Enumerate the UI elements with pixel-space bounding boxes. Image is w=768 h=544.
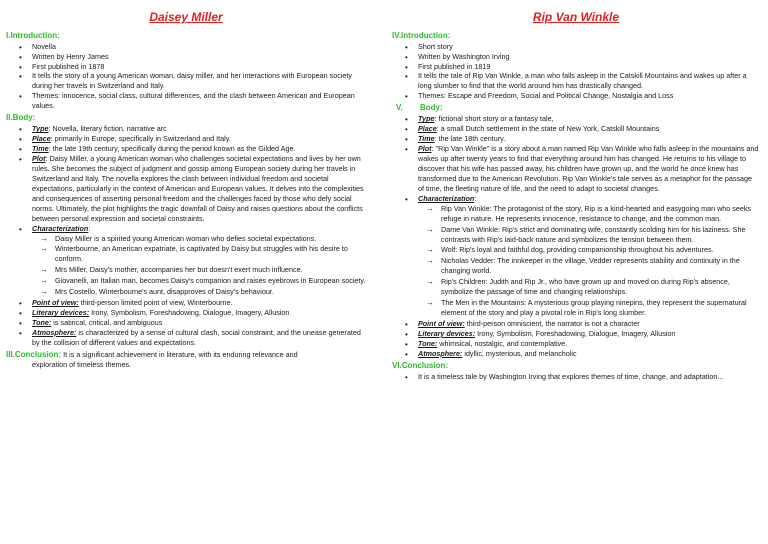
- item-text: : the late 18th century.: [434, 134, 506, 144]
- item-label: Place: [418, 124, 437, 134]
- left-intro-heading: I.Introduction:: [6, 30, 60, 40]
- item-label: Atmosphere:: [32, 327, 77, 337]
- item-text: : Daisy Miller, a young American woman who challenges societal expectations and lives by her own rules. She becomes the subject of judgment and gossip among European society during her travels in Switzerland and Italy. The novella explores the clash between individual freedom and societal expectations, particularly in the context of American and European values. It delves into the complexities and consequences of asserting personal freedom and the challenges faced by those who defy social norms. Ultimately, the plot highlights the tragic downfall of Daisy and raises questions about the conflicts between personal expression and societal constraints.: [32, 154, 364, 223]
- item-text: : Novella, literary fiction, narrative arc: [48, 124, 167, 134]
- list-item: • It tells the story of a young American woman, daisy miller, and her interactions with European society during her travels in Switzerland and Italy.: [32, 71, 366, 91]
- left-body-list: [6, 124, 366, 348]
- left-characterization-list: [32, 234, 366, 298]
- list-item: → Daisy Miller is a spirited young American woman who defies societal expectations.: [55, 234, 366, 244]
- right-column: [392, 10, 760, 382]
- list-item: [32, 144, 366, 154]
- right-conclusion-list: [392, 372, 760, 382]
- list-item: • Themes: innocence, social class, cultural differences, and the clash between American and European values.: [32, 91, 366, 111]
- list-item: • Written by Henry James: [32, 52, 366, 62]
- rip-van-winkle-title: Rip Van Winkle: [532, 10, 620, 24]
- item-text: is characterized by a sense of cultural clash, social constraint, and the unease generated by the collision of different values and expectations.: [32, 327, 361, 347]
- list-item: [32, 124, 366, 134]
- left-conclusion-heading: III.Conclusion:: [6, 349, 62, 359]
- item-text: idyllic, mysterious, and melancholic: [462, 348, 577, 358]
- item-label: Point of view:: [418, 319, 465, 329]
- list-item: [32, 328, 366, 348]
- left-conclusion: [6, 349, 366, 370]
- list-item: → Giovanelli, an Italian man, becomes Daisy's companion and raises eyebrows in European society.: [55, 276, 366, 286]
- item-label: Atmosphere:: [418, 348, 463, 358]
- list-item: [418, 319, 760, 329]
- item-text: : the late 19th century, specifically during the period known as the Gilded Age.: [48, 144, 296, 154]
- list-item: [418, 124, 760, 134]
- list-item: • First published in 1878: [32, 62, 366, 72]
- item-label: Type: [32, 124, 49, 134]
- item-text: :: [88, 223, 91, 233]
- item-text: third-person limited point of view, Winterbourne.: [78, 298, 233, 308]
- list-item: [32, 154, 366, 224]
- item-label: Time: [32, 144, 49, 154]
- list-item: [418, 134, 760, 144]
- left-body-heading: II.Body:: [6, 113, 36, 123]
- list-item: → Rip's Children: Judith and Rip Jr., who have grown up and moved on during Rip's absence, symbolize the passage of time and changing relationships.: [441, 277, 760, 297]
- list-item: • It tells the tale of Rip Van Winkle, a man who falls asleep in the Catskill Mountains and wakes up after a long slumber to find that the world around him has drastically changed.: [418, 71, 760, 91]
- item-label: Characterization: [32, 223, 89, 233]
- conclusion-text-continued: exploration of timeless themes.: [32, 359, 132, 369]
- item-label: Point of view:: [32, 298, 79, 308]
- list-item: [32, 224, 366, 298]
- list-item: → Wolf: Rip's loyal and faithful dog, providing companionship throughout his adventures.: [441, 245, 760, 255]
- list-item: [418, 339, 760, 349]
- item-text: Irony, Symbolism, Foreshadowing, Dialogue, Imagery, Allusion: [89, 308, 290, 318]
- list-item: → Nicholas Vedder: The innkeeper in the village, Vedder represents stability and continuity in the changing world.: [441, 256, 760, 276]
- item-label: Plot: [418, 144, 432, 154]
- list-item: • Written by Washington Irving: [418, 52, 760, 62]
- item-label: Tone:: [418, 338, 438, 348]
- list-item: → Dame Van Winkle: Rip's strict and dominating wife, constantly scolding him for his laziness. She contrasts with Rip's laid-back nature and symbolizes the tension between them.: [441, 225, 760, 245]
- list-item: [418, 349, 760, 359]
- right-conclusion-heading: VI.Conclusion:: [392, 360, 448, 370]
- item-label: Literary devices:: [32, 308, 90, 318]
- item-text: third-person omniscient, the narrator is not a character: [464, 319, 640, 329]
- item-text: is satirical, critical, and ambiguous: [51, 318, 163, 328]
- list-item: [418, 144, 760, 194]
- conclusion-text: It is a significant achievement in literature, with its enduring relevance and: [61, 349, 298, 359]
- item-label: Literary devices:: [418, 328, 476, 338]
- list-item: [418, 114, 760, 124]
- item-label: Tone:: [32, 318, 52, 328]
- left-column: [6, 10, 366, 370]
- list-item: [32, 308, 366, 318]
- daisy-miller-title: Daisey Miller: [149, 10, 223, 24]
- right-intro-list: [392, 42, 760, 102]
- body-heading-number: V.: [396, 103, 403, 113]
- left-intro-list: [6, 42, 366, 112]
- item-label: Characterization: [418, 193, 475, 203]
- list-item: • First published in 1819: [418, 62, 760, 72]
- item-text: whimsical, nostalgic, and contemplative.: [437, 338, 568, 348]
- item-label: Time: [418, 134, 435, 144]
- list-item: → Mrs Miller, Daisy's mother, accompanies her but doesn't exert much influence.: [55, 265, 366, 275]
- list-item: • It is a timeless tale by Washington Irving that explores themes of time, change, and adaptation...: [418, 372, 760, 382]
- body-heading-text: Body:: [420, 103, 443, 113]
- item-label: Type: [418, 114, 435, 124]
- item-text: :: [474, 193, 477, 203]
- list-item: → Mrs Costello, Winterbourne's aunt, disapproves of Daisy's behaviour.: [55, 287, 366, 297]
- item-text: : "Rip Van Winkle" is a story about a man named Rip Van Winkle who falls asleep in the mountains and wakes up after twenty years to find that everything around him has changed. He returns to his village to discover that his wife has passed away, his children have grown up, and the world he once knew has transformed due to the American Revolution. Rip Van Winkle's tale serves as a metaphor for the passage of time, the fleeting nature of life, and the need to adapt to societal changes.: [418, 144, 759, 193]
- list-item: [418, 329, 760, 339]
- right-body-heading: [396, 102, 760, 113]
- list-item: → Rip Van Winkle: The protagonist of the story, Rip is a kind-hearted and easygoing man who seeks refuge in nature. He represents innocence, resistance to change, and the common man.: [441, 204, 760, 224]
- right-intro-heading: IV.Introduction:: [392, 30, 451, 40]
- item-text: : a small Dutch settlement in the state of New York, Catskill Mountains: [436, 124, 660, 134]
- list-item: → Winterbourne, an American expatriate, is captivated by Daisy but struggles with his desire to conform.: [55, 244, 366, 264]
- list-item: [32, 134, 366, 144]
- list-item: • Themes: Escape and Freedom, Social and Political Change, Nostalgia and Loss: [418, 91, 760, 101]
- item-label: Place: [32, 134, 51, 144]
- list-item: [32, 298, 366, 308]
- right-body-list: [392, 114, 760, 359]
- list-item: [418, 194, 760, 318]
- right-characterization-list: [418, 204, 760, 318]
- item-text: : fictional short story or a fantasy tale,: [434, 114, 554, 124]
- list-item: • Short story: [418, 42, 760, 52]
- item-text: Irony, Symbolism, Foreshadowing, Dialogue, Imagery, Allusion: [475, 328, 676, 338]
- list-item: [32, 318, 366, 328]
- list-item: → The Men in the Mountains: A mysterious group playing ninepins, they represent the supernatural element of the story and play a pivotal role in Rip's long slumber.: [441, 298, 760, 318]
- list-item: • Novella: [32, 42, 366, 52]
- item-text: : primarily in Europe, specifically in Switzerland and Italy.: [50, 134, 231, 144]
- item-label: Plot: [32, 154, 46, 164]
